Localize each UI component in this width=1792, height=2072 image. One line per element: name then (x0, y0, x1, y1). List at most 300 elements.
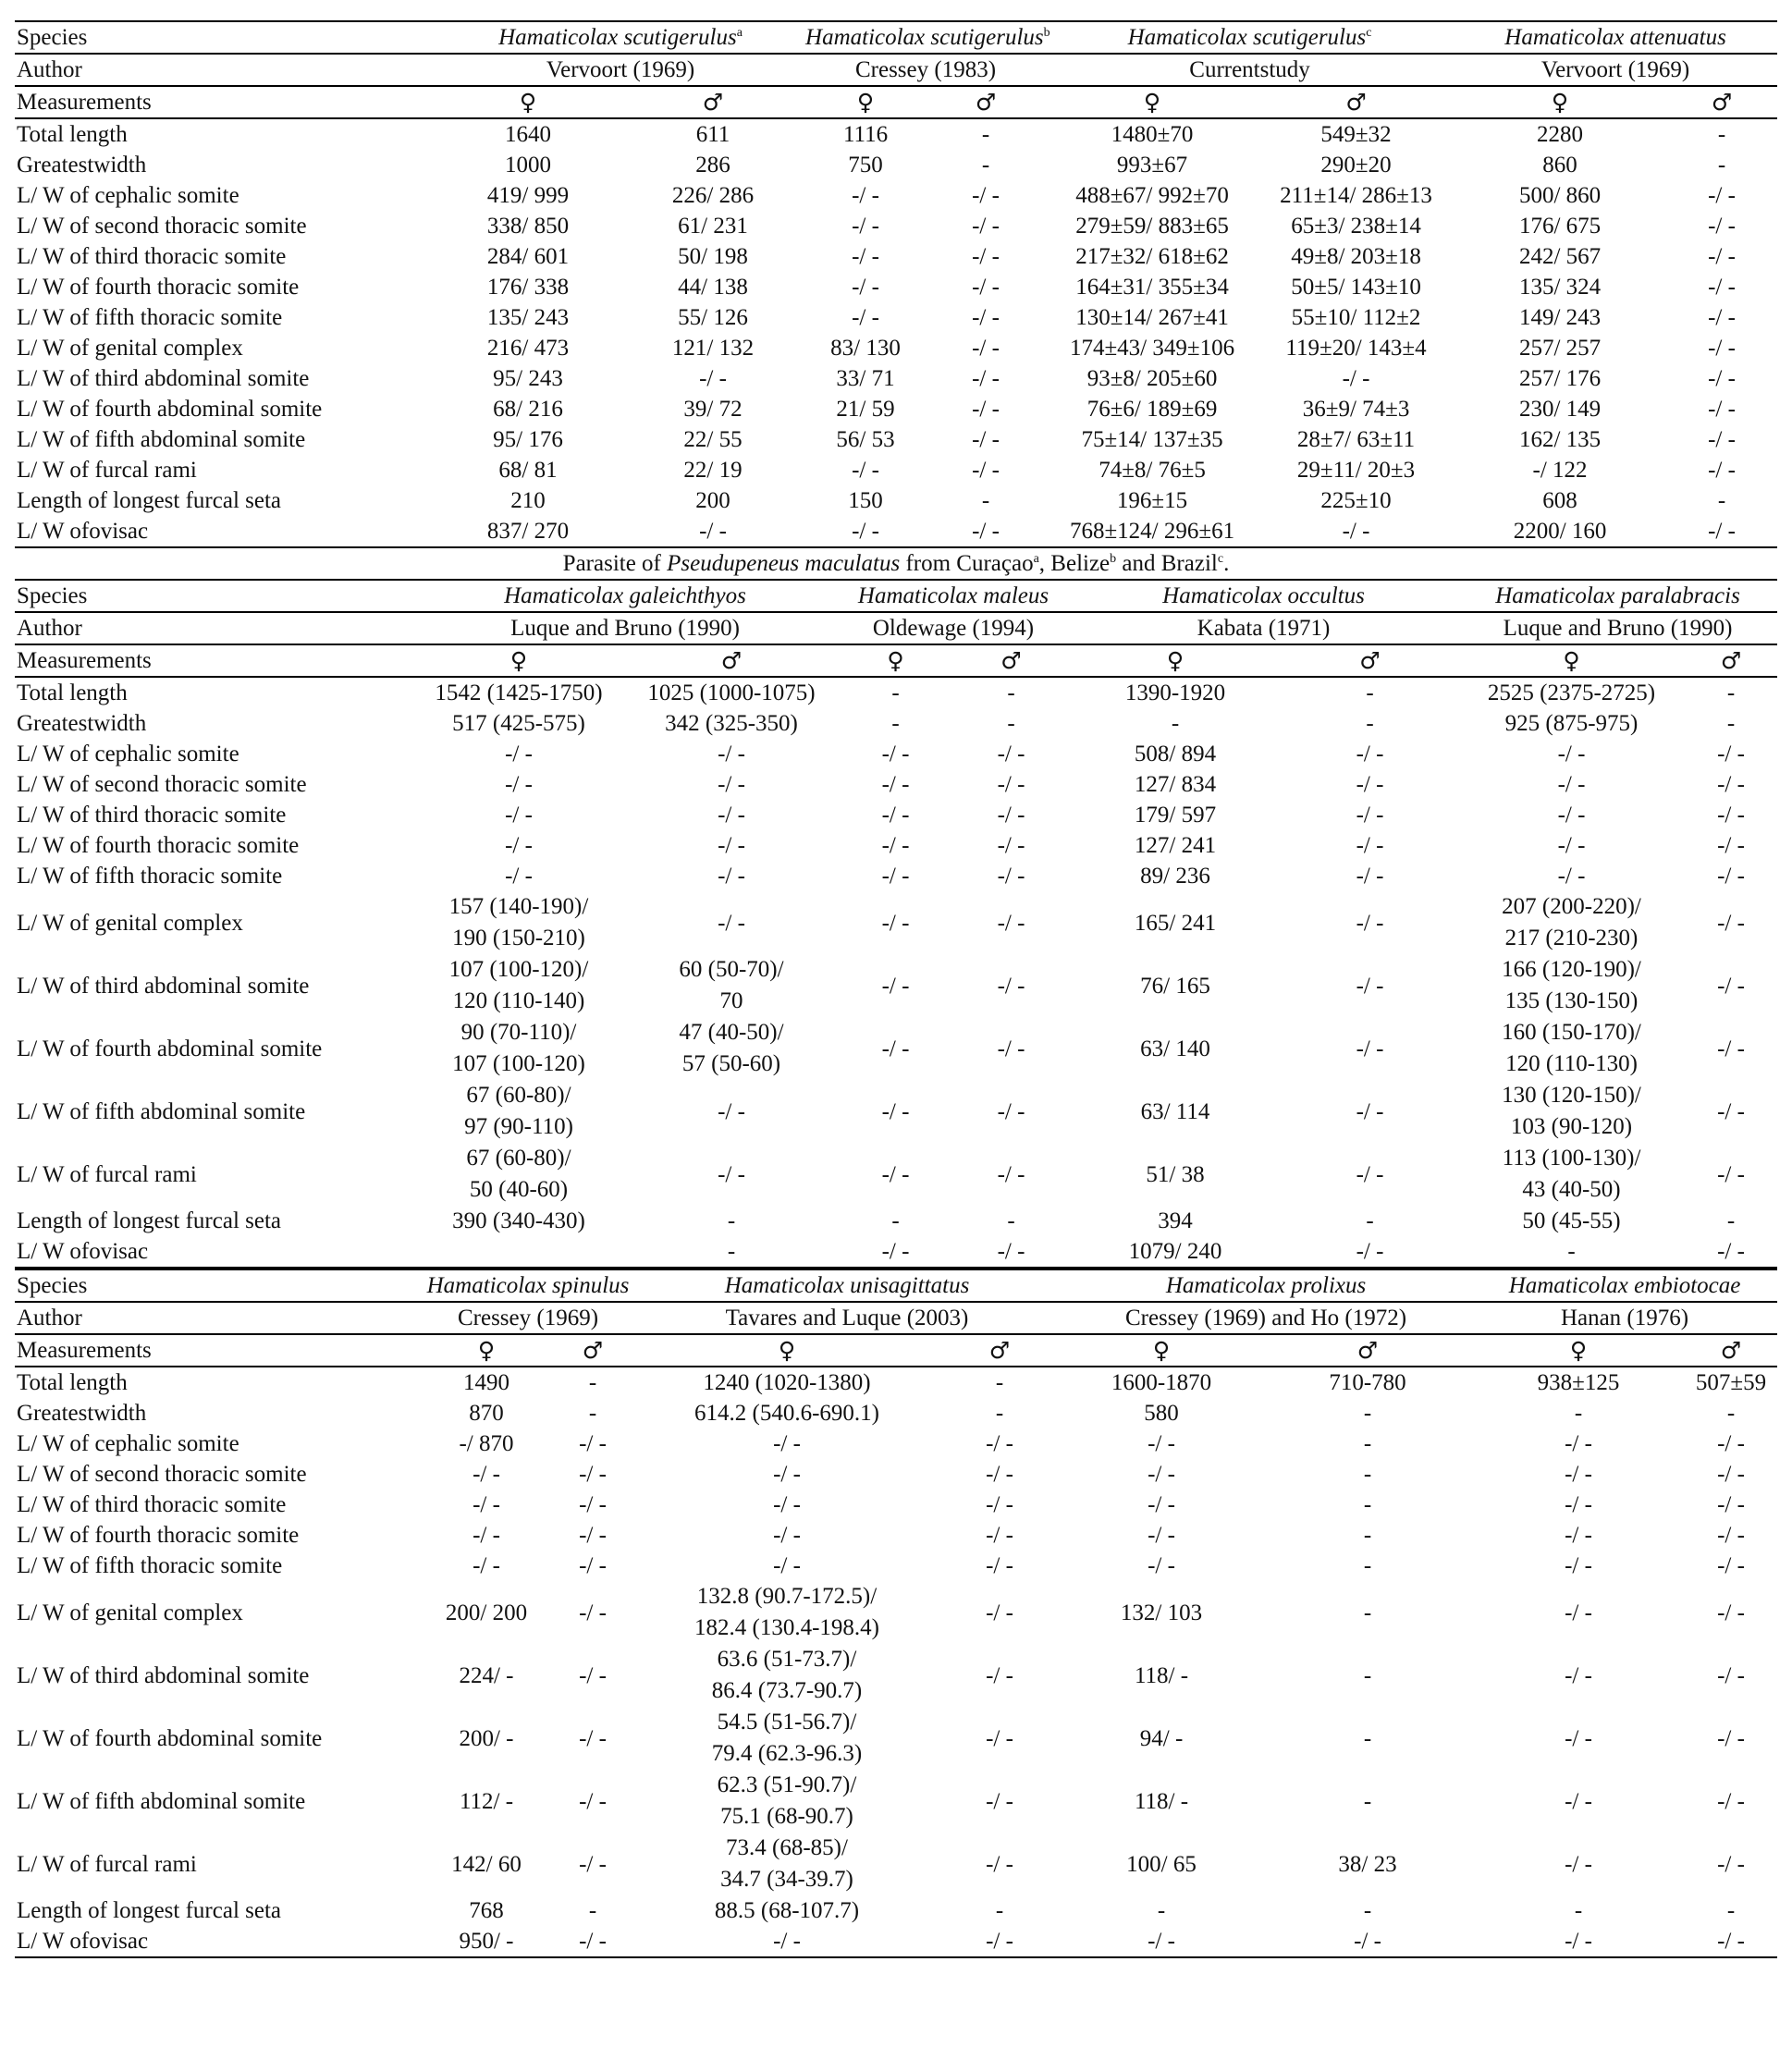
data-cell: 68/ 216 (493, 397, 563, 422)
data-cell: -/ - (997, 833, 1025, 858)
data-cell: - (588, 1370, 597, 1395)
measurements-label: Measurements (15, 1334, 422, 1367)
data-cell: - (1363, 1600, 1372, 1625)
table-row (15, 769, 1777, 800)
table-row (15, 394, 1777, 424)
row-label: L/ W of second thoracic somite (17, 1462, 307, 1487)
two-line-value (466, 1143, 571, 1206)
value-line: 86.4 (73.7-90.7) (711, 1678, 863, 1703)
data-cell: 149/ 243 (1518, 305, 1602, 330)
row-label: Greatestwidth (17, 1401, 147, 1426)
data-cell: 39/ 72 (683, 397, 743, 422)
row-label: L/ W of cephalic somite (17, 183, 239, 208)
data-cell: 49±8/ 203±18 (1291, 244, 1421, 269)
species-name-cell (422, 1269, 634, 1302)
data-cell: -/ - (773, 1492, 801, 1517)
data-cell: 176/ 675 (1518, 214, 1602, 239)
data-cell: 768 (469, 1898, 504, 1923)
data-cell: 549±32 (1320, 122, 1392, 147)
measurements-header-row (15, 86, 1777, 118)
data-cell: 95/ 243 (493, 366, 563, 391)
data-cell: 51/ 38 (1146, 1161, 1205, 1187)
data-cell: 226/ 286 (671, 183, 755, 208)
female-symbol: ♀ (1046, 86, 1258, 118)
data-cell: 242/ 567 (1518, 244, 1602, 269)
data-cell: -/ - (473, 1492, 500, 1517)
data-cell: -/ - (1717, 1851, 1745, 1877)
data-cell: -/ - (1356, 742, 1384, 766)
data-cell: -/ - (881, 973, 910, 999)
data-cell: -/ - (1148, 1553, 1175, 1578)
data-cell: -/ - (1717, 1036, 1745, 1061)
data-cell: -/ - (1717, 1523, 1745, 1548)
data-cell: 500/ 860 (1518, 183, 1602, 208)
data-cell: -/ - (997, 803, 1025, 828)
data-cell: -/ - (1708, 336, 1736, 361)
data-cell: -/ - (1565, 1462, 1592, 1487)
data-cell: 56/ 53 (836, 427, 895, 452)
author-cell: Kabata (1971) (1069, 612, 1458, 644)
data-cell: - (1363, 1523, 1372, 1548)
data-cell: - (588, 1898, 597, 1923)
table-row (15, 455, 1777, 485)
male-symbol: ♂ (1282, 644, 1458, 677)
table-row (15, 333, 1777, 363)
male-symbol: ♂ (939, 1334, 1060, 1367)
data-cell: 76±6/ 189±69 (1086, 397, 1218, 422)
data-cell (634, 1833, 939, 1895)
data-cell: -/ - (1557, 742, 1586, 766)
value-line: 75.1 (68-90.7) (720, 1804, 853, 1829)
species-name: Hamaticolax maleus (857, 583, 1049, 608)
data-cell: -/ - (1708, 458, 1736, 483)
data-cell: 1542 (1425-1750) (435, 680, 603, 705)
data-cell: -/ - (972, 397, 1000, 422)
data-cell: 95/ 176 (493, 427, 563, 452)
data-cell: -/ - (997, 742, 1025, 766)
data-cell: -/ - (1356, 1098, 1384, 1124)
data-cell: - (981, 122, 990, 147)
row-label: Length of longest furcal seta (17, 488, 282, 513)
data-cell: -/ - (1342, 366, 1370, 391)
data-cell: 2200/ 160 (1454, 516, 1666, 547)
species-name: Hamaticolax scutigerulus (1127, 25, 1367, 50)
table-row (15, 1833, 1777, 1895)
table-row (15, 1551, 1777, 1581)
table-row (15, 1017, 1777, 1080)
data-cell: - (1458, 1236, 1685, 1268)
data-cell: 94/ - (1139, 1725, 1184, 1751)
data-cell: -/ - (473, 1553, 500, 1578)
species-name-cell (412, 580, 838, 612)
data-cell: - (1574, 1401, 1583, 1426)
measurement-table-section-3 (15, 1269, 1777, 1958)
row-label: L/ W of fourth thoracic somite (17, 1523, 300, 1548)
data-cell (1458, 954, 1685, 1017)
value-line: 120 (110-140) (452, 988, 585, 1013)
row-label: L/ W of third abdominal somite (17, 1662, 310, 1688)
data-cell: 38/ 23 (1338, 1851, 1397, 1877)
data-cell: -/ - (1557, 803, 1586, 828)
row-label: L/ W of third thoracic somite (17, 803, 287, 828)
data-cell: -/ - (881, 833, 910, 858)
value-line: 135 (130-150) (1504, 988, 1639, 1013)
species-row (15, 1269, 1777, 1302)
data-cell: -/ - (972, 427, 1000, 452)
species-footnote-mark: b (1043, 26, 1050, 40)
data-cell (1458, 1017, 1685, 1080)
data-cell: -/ - (1565, 1553, 1592, 1578)
data-cell: 83/ 130 (830, 336, 901, 361)
data-cell: -/ - (986, 1553, 1013, 1578)
table-row (15, 677, 1777, 708)
data-cell: 1079/ 240 (1069, 1236, 1282, 1268)
table-row (15, 1644, 1777, 1707)
table-row (15, 1520, 1777, 1551)
data-cell: - (1717, 122, 1726, 147)
data-cell: -/ - (1708, 183, 1736, 208)
data-cell: 200 (695, 488, 730, 513)
data-cell: - (1363, 1662, 1372, 1688)
data-cell: 132/ 103 (1120, 1600, 1203, 1625)
data-cell: 1390-1920 (1124, 680, 1226, 705)
data-cell: 100/ 65 (1126, 1851, 1197, 1877)
data-cell: -/ - (986, 1600, 1013, 1625)
table-row (15, 211, 1777, 241)
data-cell: -/ - (1708, 244, 1736, 269)
data-cell (412, 1143, 625, 1206)
data-cell: 162/ 135 (1518, 427, 1602, 452)
table-row (15, 1490, 1777, 1520)
table-row (15, 739, 1777, 769)
data-cell: 63/ 140 (1140, 1036, 1210, 1061)
author-label: Author (15, 612, 412, 644)
data-cell: -/ - (579, 1725, 607, 1751)
female-symbol: ♀ (1060, 1334, 1263, 1367)
data-cell: -/ - (1708, 397, 1736, 422)
data-cell: -/ - (1717, 833, 1745, 858)
data-cell: - (1363, 1401, 1372, 1426)
species-name-cell (436, 21, 805, 54)
female-symbol: ♀ (838, 644, 953, 677)
data-cell: -/ - (1717, 803, 1745, 828)
data-cell: 860 (1542, 153, 1577, 178)
data-cell: -/ - (972, 183, 1000, 208)
table-row (15, 150, 1777, 180)
data-cell: -/ - (634, 1926, 939, 1957)
row-label: L/ W ofovisac (15, 1926, 422, 1957)
data-cell: -/ - (579, 1851, 607, 1877)
value-line: 67 (60-80)/ (466, 1083, 571, 1108)
value-line: 60 (50-70)/ (679, 957, 784, 982)
data-cell: -/ - (1708, 305, 1736, 330)
two-line-value (712, 1707, 862, 1770)
data-cell: -/ - (986, 1725, 1013, 1751)
data-cell: -/ - (852, 275, 879, 300)
table-row (15, 1459, 1777, 1490)
row-label: L/ W of second thoracic somite (17, 772, 307, 797)
data-cell: - (995, 1401, 1004, 1426)
data-cell: 286 (695, 153, 730, 178)
row-label: L/ W of genital complex (17, 1600, 243, 1625)
data-cell (412, 954, 625, 1017)
data-cell: 342 (325-350) (665, 711, 798, 736)
data-cell: -/ - (1717, 973, 1745, 999)
data-cell: -/ 870 (459, 1431, 514, 1456)
data-cell: - (1363, 1553, 1372, 1578)
table-row (15, 1895, 1777, 1926)
data-cell: 44/ 138 (678, 275, 748, 300)
data-cell: -/ - (579, 1662, 607, 1688)
data-cell (634, 1644, 939, 1707)
data-cell: 74±8/ 76±5 (1099, 458, 1206, 483)
data-cell: -/ - (972, 305, 1000, 330)
data-cell: -/ - (1356, 864, 1384, 889)
data-cell: -/ - (1557, 864, 1586, 889)
data-cell (634, 1581, 939, 1644)
species-name: Hamaticolax paralabracis (1495, 583, 1740, 608)
data-cell: - (1726, 1401, 1736, 1426)
data-cell (625, 954, 838, 1017)
table-row (15, 954, 1777, 1017)
data-cell: -/ - (1148, 1431, 1175, 1456)
data-cell: 1240 (1020-1380) (703, 1370, 871, 1395)
value-line: 43 (40-50) (1522, 1177, 1621, 1202)
data-cell: -/ - (505, 864, 533, 889)
value-line: 182.4 (130.4-198.4) (694, 1615, 879, 1640)
data-cell: -/ - (1685, 1926, 1777, 1957)
data-cell: -/ - (1717, 772, 1745, 797)
species-label: Species (15, 580, 412, 612)
data-cell: -/ - (972, 244, 1000, 269)
value-line: 47 (40-50)/ (679, 1020, 784, 1045)
two-line-value (712, 1644, 862, 1707)
data-cell: 200/ 200 (445, 1600, 528, 1625)
two-line-value (452, 1017, 585, 1080)
female-symbol: ♀ (436, 86, 620, 118)
data-cell: -/ - (805, 516, 926, 547)
data-cell: 75±14/ 137±35 (1081, 427, 1223, 452)
data-cell: -/ - (1708, 275, 1736, 300)
data-cell: 50/ 198 (678, 244, 748, 269)
data-cell: -/ - (505, 742, 533, 766)
table-row (15, 891, 1777, 954)
data-cell: -/ - (881, 1098, 910, 1124)
value-line: 113 (100-130)/ (1502, 1146, 1641, 1171)
data-cell: 1025 (1000-1075) (647, 680, 816, 705)
table-row (15, 1428, 1777, 1459)
data-cell: -/ - (852, 458, 879, 483)
data-cell: - (1717, 488, 1726, 513)
female-symbol: ♀ (422, 1334, 551, 1367)
data-cell: - (1574, 1898, 1583, 1923)
row-label: L/ W of fifth thoracic somite (17, 305, 283, 330)
female-symbol: ♀ (1454, 86, 1666, 118)
species-name-cell (634, 1269, 1060, 1302)
data-cell: - (1157, 1898, 1166, 1923)
value-line: 157 (140-190)/ (448, 894, 589, 919)
data-cell: -/ - (1717, 1662, 1745, 1688)
data-cell: - (1171, 711, 1180, 736)
data-cell: -/ - (1565, 1788, 1592, 1814)
data-cell: 580 (1144, 1401, 1179, 1426)
species-name-cell (1060, 1269, 1472, 1302)
species-name: Hamaticolax prolixus (1165, 1273, 1367, 1298)
data-cell: 993±67 (1116, 153, 1188, 178)
data-cell: -/ - (579, 1492, 607, 1517)
row-label: L/ W of fifth abdominal somite (17, 1098, 306, 1124)
species-name-cell (1458, 580, 1777, 612)
data-cell: 925 (875-975) (1504, 711, 1639, 736)
author-row (15, 1302, 1777, 1334)
data-cell: 164±31/ 355±34 (1075, 275, 1229, 300)
data-cell: -/ - (1472, 1926, 1685, 1957)
data-cell: - (1363, 1492, 1372, 1517)
data-cell: - (1363, 1788, 1372, 1814)
data-cell: -/ - (986, 1662, 1013, 1688)
data-cell: -/ - (986, 1851, 1013, 1877)
data-cell: 36±9/ 74±3 (1302, 397, 1410, 422)
value-line: 107 (100-120) (452, 1051, 585, 1076)
data-cell: 127/ 834 (1134, 772, 1217, 797)
male-symbol: ♂ (625, 644, 838, 677)
value-line: 70 (719, 988, 743, 1013)
data-cell: 121/ 132 (671, 336, 755, 361)
row-label: Total length (17, 122, 128, 147)
species-name: Hamaticolax spinulus (426, 1273, 630, 1298)
data-cell: 507±59 (1695, 1370, 1767, 1395)
data-cell: 200/ - (459, 1725, 514, 1751)
data-cell: 750 (848, 153, 883, 178)
data-cell: -/ - (1565, 1431, 1592, 1456)
data-cell: -/ - (1356, 973, 1384, 999)
row-label: L/ W of fifth abdominal somite (17, 1788, 306, 1814)
data-cell: - (1717, 153, 1726, 178)
data-cell: 22/ 55 (683, 427, 743, 452)
value-line: 54.5 (51-56.7)/ (717, 1710, 857, 1735)
row-label: L/ W of fourth abdominal somite (17, 1725, 323, 1751)
data-cell: - (995, 1370, 1004, 1395)
data-cell: -/ - (881, 1161, 910, 1187)
data-cell: -/ - (718, 772, 745, 797)
data-cell: -/ - (986, 1523, 1013, 1548)
measurements-header-row (15, 1334, 1777, 1367)
value-line: 166 (120-190)/ (1502, 957, 1641, 982)
data-cell: 608 (1542, 488, 1577, 513)
table-row (15, 708, 1777, 739)
data-cell: 284/ 601 (486, 244, 570, 269)
data-cell: 50±5/ 143±10 (1291, 275, 1421, 300)
two-line-value (1502, 954, 1641, 1017)
data-cell: 118/ - (1134, 1662, 1189, 1688)
species-row (15, 580, 1777, 612)
data-cell: 210 (510, 488, 546, 513)
data-cell: -/ - (852, 305, 879, 330)
data-cell: 22/ 19 (683, 458, 743, 483)
table-row (15, 1367, 1777, 1398)
species-footnote-mark: c (1366, 26, 1372, 40)
data-cell: -/ - (852, 244, 879, 269)
data-cell: -/ - (972, 336, 1000, 361)
table-row (15, 1770, 1777, 1833)
data-cell: -/ - (1708, 214, 1736, 239)
data-cell: 118/ - (1134, 1788, 1189, 1814)
table-row (15, 1143, 1777, 1206)
species-name-cell (805, 21, 1050, 54)
data-cell: 28±7/ 63±11 (1296, 427, 1416, 452)
measurement-table-section-1 (15, 20, 1777, 548)
species-footnote-mark: a (736, 26, 743, 40)
data-cell: 279±59/ 883±65 (1075, 214, 1229, 239)
value-line: 62.3 (51-90.7)/ (717, 1772, 857, 1797)
table-row (15, 1707, 1777, 1770)
female-symbol: ♀ (412, 644, 625, 677)
male-symbol: ♂ (953, 644, 1069, 677)
author-cell: Cressey (1983) (805, 54, 1046, 86)
data-cell: -/ - (1717, 1431, 1745, 1456)
data-cell: -/ - (1565, 1523, 1592, 1548)
data-cell: -/ - (1356, 833, 1384, 858)
data-cell: -/ - (718, 910, 745, 936)
data-cell: -/ - (881, 910, 910, 936)
table-row (15, 861, 1777, 891)
species-name-cell (1043, 21, 1454, 54)
data-cell: -/ - (579, 1462, 607, 1487)
data-cell: 768±124/ 296±61 (1046, 516, 1258, 547)
data-cell: - (1363, 1898, 1372, 1923)
data-cell: 216/ 473 (486, 336, 570, 361)
data-cell: 55/ 126 (678, 305, 748, 330)
data-cell: 61/ 231 (678, 214, 748, 239)
data-cell (412, 1236, 625, 1268)
data-cell: -/ - (838, 1236, 953, 1268)
data-cell: -/ - (986, 1788, 1013, 1814)
species-name: Hamaticolax attenuatus (1504, 25, 1726, 50)
data-cell: -/ - (1557, 772, 1586, 797)
data-cell (634, 1707, 939, 1770)
species-name-cell (1472, 1269, 1777, 1302)
data-cell: - (1366, 1208, 1374, 1233)
data-cell: 76/ 165 (1140, 973, 1210, 999)
data-cell: - (1726, 711, 1736, 736)
species-name-cell (1069, 580, 1458, 612)
data-cell: 50 (45-55) (1522, 1208, 1621, 1233)
two-line-value (464, 1080, 573, 1143)
data-cell: -/ - (718, 803, 745, 828)
data-cell: 870 (469, 1401, 504, 1426)
data-cell (625, 1017, 838, 1080)
two-line-value (694, 1581, 879, 1644)
data-cell: -/ - (579, 1600, 607, 1625)
data-cell: - (1726, 1208, 1736, 1233)
data-cell: -/ - (997, 1098, 1025, 1124)
species-name-cell (1454, 21, 1777, 54)
data-cell: 508/ 894 (1134, 742, 1217, 766)
species-name: Hamaticolax embiotocae (1508, 1273, 1741, 1298)
species-name-cell (838, 580, 1069, 612)
value-line: 67 (60-80)/ (466, 1146, 571, 1171)
female-symbol: ♀ (634, 1334, 939, 1367)
two-line-value (1502, 1017, 1641, 1080)
table-row (15, 424, 1777, 455)
table-row (15, 1926, 1777, 1957)
author-cell: Oldewage (1994) (838, 612, 1069, 644)
data-cell: 211±14/ 286±13 (1280, 183, 1432, 208)
data-cell: 338/ 850 (486, 214, 570, 239)
male-symbol: ♂ (926, 86, 1046, 118)
row-label: L/ W of fifth abdominal somite (17, 427, 306, 452)
data-cell: 224/ - (459, 1662, 514, 1688)
